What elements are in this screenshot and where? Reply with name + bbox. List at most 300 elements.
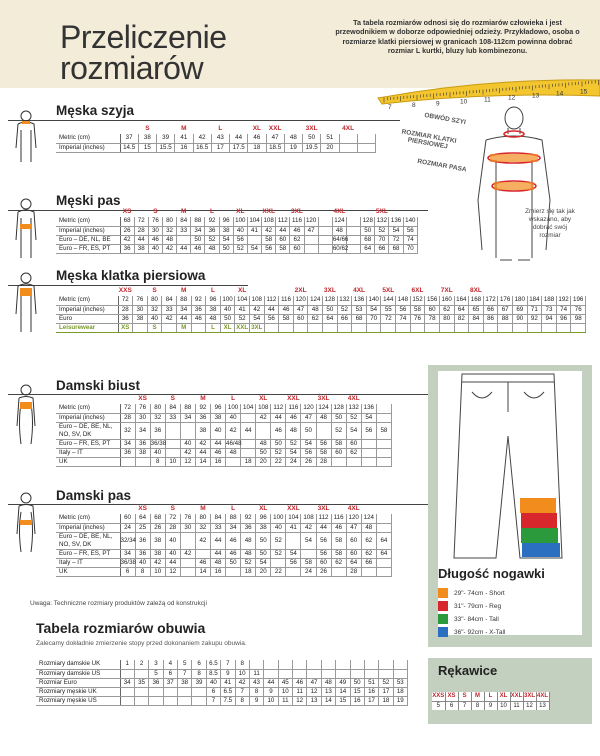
table-cell: 72 [165, 514, 180, 523]
size-label [133, 286, 148, 296]
table-cell: 104 [241, 404, 256, 413]
leg-color-swatch [438, 601, 448, 611]
table-row [36, 687, 408, 696]
table-cell: 68 [352, 314, 367, 323]
table-cell: 9 [249, 696, 263, 705]
table-cell: 42 [162, 314, 177, 323]
table-cell: 88 [226, 514, 241, 523]
table-cell: 80 [195, 514, 210, 523]
table-cell: 88 [180, 404, 195, 413]
size-label [241, 504, 256, 514]
table-row [56, 567, 392, 576]
tape-number: 9 [436, 100, 440, 108]
table-cell: 66 [361, 558, 376, 567]
table-cell [361, 567, 376, 576]
row-label: Leisurewear [56, 323, 118, 332]
table-cell: 20 [256, 567, 271, 576]
table-cell: 40 [226, 413, 241, 422]
table-cell: 140 [366, 296, 381, 305]
table-cell: 56 [316, 439, 331, 448]
glove-value: 10 [497, 701, 510, 710]
table-cell [376, 439, 391, 448]
table-cell: 60/62 [332, 244, 349, 252]
table-cell [376, 514, 391, 523]
row-label: Italy – IT [56, 558, 120, 567]
table-cell: 100 [235, 217, 246, 225]
size-label [331, 394, 346, 404]
table-cell [318, 217, 332, 226]
table-cell: 4 [163, 660, 177, 669]
table-cell [120, 687, 134, 696]
table-cell: 42 [162, 244, 176, 253]
table-cell: 60 [331, 448, 346, 457]
table-cell: 52 [241, 558, 256, 567]
table-cell [163, 687, 177, 696]
size-label: XL [236, 208, 245, 215]
table-cell: 54 [366, 305, 381, 314]
table-cell: 8 [249, 687, 263, 696]
table-cell: 36 [120, 448, 135, 457]
table-cell: 44 [276, 226, 290, 235]
table-cell: 52 [286, 439, 301, 448]
table-cell: 54 [249, 314, 264, 323]
table-cell: 124 [308, 296, 323, 305]
size-label: 5XL [375, 208, 388, 215]
waist-m-title: Męski pas [56, 193, 121, 208]
table-cell: 38 [135, 448, 150, 457]
table-cell: 41 [286, 523, 301, 532]
tape-number: 14 [556, 90, 564, 98]
table-cell [133, 323, 148, 332]
table-cell [304, 244, 318, 253]
table-cell: 60 [346, 549, 361, 558]
table-cell: 12 [165, 567, 180, 576]
table-cell: 67 [498, 305, 513, 314]
table-cell: 156 [425, 296, 440, 305]
size-label [389, 207, 403, 217]
table-cell: 26 [316, 567, 331, 576]
glove-size: S [458, 692, 471, 701]
table-cell: 74 [556, 305, 571, 314]
table-cell: 64 [361, 244, 375, 253]
size-header-label [56, 286, 118, 296]
glove-size: XXL [510, 693, 523, 700]
size-label: 7XL [440, 287, 453, 294]
table-cell: 84 [210, 514, 225, 523]
divider [8, 120, 400, 121]
table-cell: 16.5 [193, 143, 211, 152]
table-cell: 70 [366, 314, 381, 323]
tape-number: 8 [412, 102, 416, 110]
table-cell: 17.5 [230, 143, 248, 152]
table-cell [323, 323, 338, 332]
table-cell: 48 [241, 549, 256, 558]
table-cell: 76 [410, 314, 425, 323]
size-label [120, 394, 135, 404]
table-cell: 15 [350, 687, 364, 696]
title-line-1: Przeliczenie [60, 19, 227, 55]
table-cell: 64 [135, 514, 150, 523]
size-label [361, 504, 376, 514]
table-cell [241, 439, 256, 448]
size-label: M [180, 208, 187, 215]
table-cell: 48 [241, 532, 256, 549]
size-label [361, 394, 376, 404]
table-cell [425, 323, 440, 332]
table-cell: 40 [147, 314, 162, 323]
size-label: 3XL [323, 287, 336, 294]
size-header-row [56, 504, 392, 514]
table-cell: 50 [331, 413, 346, 422]
table-cell: 48 [308, 305, 323, 314]
table-cell: 65 [469, 305, 484, 314]
table-cell [256, 422, 271, 439]
row-label: Rozmiar Euro [36, 678, 120, 687]
size-label: 8XL [469, 287, 482, 294]
table-cell: 12 [293, 696, 307, 705]
table-cell: 52 [331, 422, 346, 439]
table-cell: 52 [379, 678, 393, 687]
table-cell: 18 [248, 143, 266, 152]
table-cell: 54 [247, 244, 261, 253]
size-label: 3XL [317, 395, 330, 402]
table-cell: 34 [176, 305, 191, 314]
table-cell: 42 [226, 422, 241, 439]
table-cell: 46 [248, 134, 266, 143]
row-label: Euro [56, 314, 118, 323]
table-cell: 28 [118, 305, 133, 314]
table-cell: 44 [316, 523, 331, 532]
size-label: 4XL [342, 125, 355, 132]
size-label [542, 286, 557, 296]
table-row [56, 448, 392, 457]
table-row [56, 549, 392, 558]
table-cell: 116 [279, 296, 294, 305]
table-cell [357, 134, 375, 143]
size-label: XS [138, 395, 147, 402]
table-cell: 30 [135, 413, 150, 422]
table-cell: 66 [375, 244, 389, 253]
row-label: Euro – FR, ES, PT [56, 244, 120, 253]
size-label: 3XL [290, 208, 303, 215]
table-cell: 48 [162, 235, 176, 244]
row-label: Metric (cm) [56, 404, 120, 413]
table-cell: 48 [226, 448, 241, 457]
table-cell: 30 [133, 305, 148, 314]
table-cell: 68 [361, 235, 375, 244]
table-cell: 38 [133, 314, 148, 323]
size-label: XL [259, 395, 268, 402]
table-cell: 46/48 [226, 439, 242, 447]
table-cell: 72 [134, 217, 148, 226]
glove-value: 7 [458, 701, 471, 710]
table-cell: 28 [346, 567, 361, 576]
table-cell: 30 [148, 226, 162, 235]
table-cell: 108 [256, 404, 271, 413]
table-cell: 40 [165, 532, 180, 549]
size-label [264, 286, 279, 296]
table-cell: 15 [138, 143, 156, 152]
table-cell: 128 [331, 404, 346, 413]
size-label: S [152, 287, 157, 294]
size-label [162, 286, 177, 296]
table-cell [180, 422, 195, 439]
table-cell: 54 [301, 532, 316, 549]
intro-text: Ta tabela rozmiarów odnosi się do rozmiarów człowieka i jest przewodnikiem w doborze odpowiedniej odzieży. Przykładowo, osoba o rozmiarze klatki piersiowej w granicach 108-112cm powinna dobrać rozmiar L kurtki, bluzy lub kombinezonu. [335, 18, 580, 56]
size-label: L [210, 208, 214, 215]
table-cell: 112 [271, 404, 286, 413]
glove-size: 3XL [523, 693, 535, 700]
table-row [56, 134, 376, 143]
row-label: Rozmiary damskie UK [36, 660, 120, 669]
leg-length-title: Długość nogawki [438, 566, 545, 581]
table-cell: 60 [293, 314, 308, 323]
table-cell: 3XL [251, 323, 263, 331]
size-label [347, 207, 361, 217]
table-cell: 52 [271, 549, 286, 558]
table-cell: 46 [226, 532, 241, 549]
table-cell [318, 244, 332, 253]
table-cell: 84 [469, 314, 484, 323]
table-cell [346, 457, 361, 466]
table-cell: 11 [249, 669, 263, 678]
table-cell: 124 [361, 514, 376, 523]
size-label [483, 286, 498, 296]
size-label: 4XL [347, 395, 360, 402]
table-cell: 88 [498, 314, 513, 323]
table-cell: 168 [469, 296, 484, 305]
table-cell: 40 [206, 678, 220, 687]
table-cell: 6 [192, 660, 206, 669]
table-cell [192, 687, 206, 696]
leg-length-label: 36"- 92cm - X-Tall [454, 628, 506, 636]
leg-length-label: 31"- 79cm - Reg [454, 602, 502, 610]
table-cell: 50 [220, 314, 235, 323]
table-cell: 40 [150, 448, 165, 457]
size-header-row [56, 394, 392, 404]
table-cell: 56 [301, 448, 316, 457]
table-cell: 44 [210, 532, 225, 549]
table-cell: 6.5 [206, 660, 220, 669]
table-cell: 104 [286, 514, 301, 523]
tape-number: 7 [388, 104, 392, 112]
table-cell: 20 [256, 457, 271, 466]
leg-length-label: 29"- 74cm - Short [454, 589, 505, 597]
leg-length-item [438, 614, 499, 624]
table-row [56, 305, 586, 314]
size-label [271, 394, 286, 404]
size-label [134, 207, 148, 217]
glove-size: XL [497, 692, 510, 701]
size-label [241, 394, 256, 404]
table-cell: 49 [336, 678, 350, 687]
size-label: M [200, 505, 206, 512]
table-cell: 18 [241, 567, 256, 576]
table-cell: 14 [195, 457, 210, 466]
table-cell [301, 549, 316, 558]
table-cell: 116 [331, 514, 346, 523]
table-cell [241, 413, 256, 422]
table-cell: 46 [290, 226, 304, 235]
table-cell: 60 [276, 235, 290, 244]
table-cell: 38 [210, 413, 225, 422]
table-cell [134, 669, 148, 678]
table-cell: 140 [403, 217, 417, 226]
table-cell: 86 [483, 314, 498, 323]
glove-size: L [484, 692, 497, 701]
table-cell: 53 [352, 305, 367, 314]
table-cell: 50 [301, 422, 316, 439]
table-row [56, 413, 392, 422]
table-cell [178, 687, 192, 696]
table-row [56, 558, 392, 567]
table-row [36, 669, 408, 678]
table-cell: 108 [263, 217, 274, 225]
table-cell: 64 [376, 532, 391, 549]
table-cell: 3 [149, 660, 163, 669]
table-cell [347, 244, 361, 253]
table-cell: 47 [301, 413, 316, 422]
row-label: Metric (cm) [56, 134, 120, 143]
leg-length-label: 33"- 84cm - Tall [454, 615, 499, 623]
table-cell: 132 [337, 296, 352, 305]
table-cell: 52 [337, 305, 352, 314]
table-cell: 33 [177, 226, 191, 235]
table-cell [286, 532, 301, 549]
table-cell: 14 [336, 687, 350, 696]
table-cell: 41 [221, 678, 235, 687]
table-cell: 36 [149, 678, 163, 687]
table-cell: 14.5 [120, 143, 138, 152]
table-cell: 72 [120, 404, 135, 413]
table-cell [364, 660, 378, 669]
table-cell: 116 [290, 217, 304, 226]
table-cell: 40 [271, 523, 286, 532]
table-cell: 71 [527, 305, 542, 314]
size-label [301, 504, 316, 514]
table-cell: 8 [235, 696, 249, 705]
table-cell [318, 235, 332, 244]
table-cell: 108 [301, 514, 316, 523]
table-cell: 34 [120, 549, 135, 558]
table-cell: 51 [364, 678, 378, 687]
table-cell [379, 660, 393, 669]
size-label [162, 207, 176, 217]
table-row [56, 422, 392, 439]
male-neck-icon [12, 108, 40, 164]
table-cell: 50 [350, 678, 364, 687]
table-cell: 16 [210, 457, 225, 466]
tape-number: 15 [580, 88, 588, 96]
table-cell: 28 [120, 413, 135, 422]
table-cell: 32/34 [120, 532, 135, 549]
table-cell: 7 [235, 687, 249, 696]
table-row [56, 523, 392, 532]
table-cell: 48 [205, 244, 219, 253]
table-cell [350, 669, 364, 678]
size-label [180, 394, 195, 404]
table-cell: 42 [195, 439, 210, 448]
table-cell [293, 660, 307, 669]
table-cell: 44 [230, 134, 248, 143]
row-label: Euro – DE, NL, BE [56, 235, 120, 244]
table-cell: 7.5 [221, 696, 235, 705]
table-cell: 34 [191, 226, 205, 235]
size-label: XL [259, 505, 268, 512]
table-cell: 10 [264, 696, 278, 705]
table-cell: 128 [323, 296, 338, 305]
neck-title: Męska szyja [56, 103, 135, 118]
size-label: 3XL [305, 125, 318, 132]
table-cell: 48 [286, 422, 301, 439]
glove-size: M [471, 692, 484, 701]
size-label: XXL [262, 208, 275, 215]
table-cell: 24 [286, 457, 301, 466]
table-cell: 58 [410, 305, 425, 314]
table-cell: 46 [271, 422, 286, 439]
table-cell: 78 [425, 314, 440, 323]
table-cell: 100 [226, 404, 241, 413]
table-cell [396, 323, 411, 332]
table-cell: 50 [219, 244, 233, 253]
table-cell: 64/66 [332, 235, 349, 243]
table-cell: 56 [264, 314, 279, 323]
table-cell: 76 [148, 217, 162, 226]
tape-number: 12 [508, 94, 516, 102]
table-cell: 88 [176, 296, 191, 305]
size-label [120, 504, 135, 514]
table-cell: 8 [150, 457, 165, 466]
table-cell: 42 [180, 549, 195, 558]
table-cell: 48 [361, 523, 376, 532]
table-cell [542, 323, 557, 332]
table-cell: XL [220, 323, 235, 332]
table-cell [120, 696, 134, 705]
measure-note: Zmierz się tak jak wskazano, aby dobrać swój rozmiar [525, 208, 575, 239]
table-cell [307, 660, 321, 669]
size-label [304, 207, 318, 217]
size-label [191, 286, 206, 296]
table-cell: 38 [256, 523, 271, 532]
table-cell: 22 [271, 457, 286, 466]
table-cell: 38 [150, 532, 165, 549]
bust-title: Damski biust [56, 378, 141, 393]
size-label [150, 504, 165, 514]
size-label [301, 394, 316, 404]
table-cell [134, 696, 148, 705]
table-cell: 17 [211, 143, 229, 152]
glove-size: XS [445, 692, 458, 701]
table-cell: 26 [120, 226, 134, 235]
size-label: XXS [118, 287, 132, 294]
table-cell: 41 [175, 134, 193, 143]
table-cell: 34 [226, 523, 241, 532]
table-cell: 76 [571, 305, 586, 314]
table-cell: 36 [135, 439, 150, 448]
table-cell: 180 [512, 296, 527, 305]
table-cell: 54 [286, 448, 301, 457]
size-label [193, 124, 211, 134]
table-cell [364, 669, 378, 678]
table-cell [279, 323, 294, 332]
table-cell: 64 [454, 305, 469, 314]
size-label: S [170, 505, 175, 512]
size-label [376, 394, 391, 404]
table-row [56, 404, 392, 413]
table-cell: 46 [226, 549, 241, 558]
size-label [157, 124, 175, 134]
table-cell: 42 [180, 448, 195, 457]
